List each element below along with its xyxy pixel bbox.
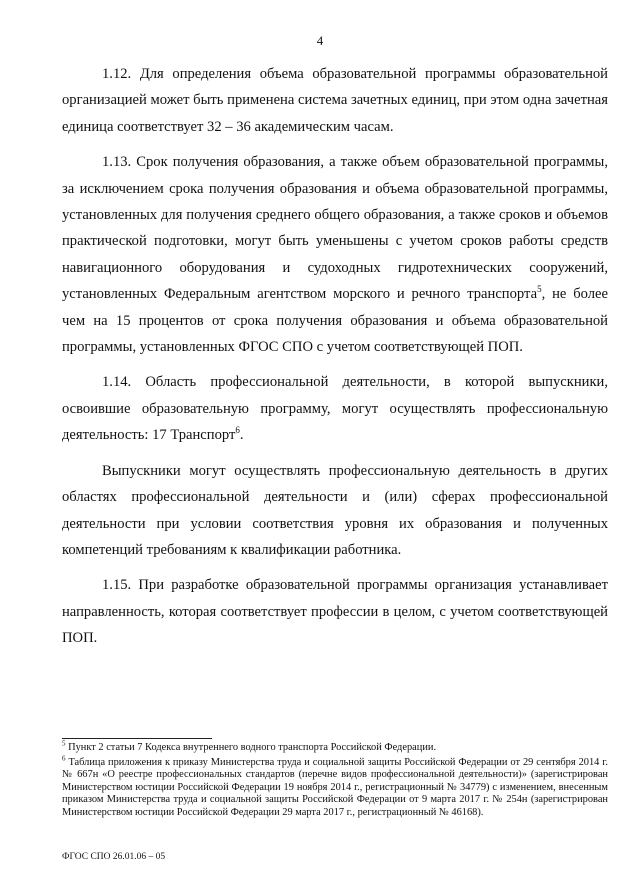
paragraph-1-13 [62, 149, 608, 360]
footnote-text: Таблица приложения к приказу Министерства труда и социальной защиты Российской Федерации от 29 сентября 2014 г. № 667н «О реестре профессиональных стандартов (перечне видов профессиональной деятельности)» (зарегистрирован Министерством юстиции Российской Федерации 19 ноября 2014 г., регистрационный № 34779) с изменением, внесенным приказом Министерства труда и социальной защиты Российской Федерации от 9 марта 2017 г. № 254н (зарегистрирован Министерством юстиции Российской Федерации 29 марта 2017 г., регистрационный № 46168). [62, 756, 608, 818]
footnote-ref-6[interactable]: 6 [235, 425, 240, 436]
body-text [62, 61, 608, 652]
footnote-ref-5[interactable]: 5 [537, 284, 542, 295]
footnote-6 [62, 754, 608, 820]
footnotes [62, 739, 608, 822]
paragraph-1-14 [62, 369, 608, 448]
paragraph-text: 1.14. Область профессиональной деятельности, в которой выпускники, освоившие образовательную программу, могут осуществлять профессиональную деятельность: 17 Транспорт [62, 374, 608, 444]
paragraph-text: Выпускники могут осуществлять профессиональную деятельность в других областях профессиональной деятельности и (или) сферах профессиональной деятельности при условии соответствия уровня их образования и полученных компетенций требованиям к квалификации работника. [62, 462, 608, 558]
paragraph-text-continued: , не более чем на 15 процентов от срока получения образования и объема образовательной программы, установленных ФГОС СПО с учетом соответствующей ПОП. [62, 286, 609, 356]
paragraph-text: 1.13. Срок получения образования, а также объем образовательной программы, за исключением срока получения образования и объема образовательной программы, установленных для получения среднего общего образования, а также сроков и объемов практической подготовки, могут быть уменьшены с учетом сроков работы средств навигационного оборудования и судоходных гидротехнических сооружений, установленных Федеральным агентством морского и речного транспорта [62, 154, 608, 303]
paragraph-1-12 [62, 61, 608, 140]
footnote-mark: 5 [62, 739, 66, 748]
footnote-text: Пункт 2 статьи 7 Кодекса внутреннего водного транспорта Российской Федерации. [65, 742, 437, 753]
paragraph-graduates [62, 458, 608, 564]
document-code-footer: ФГОС СПО 26.01.06 – 05 [62, 852, 166, 862]
footnote-mark: 6 [62, 754, 66, 763]
paragraph-1-15 [62, 572, 608, 651]
page-number: 4 [316, 33, 324, 48]
footnote-divider [62, 738, 212, 739]
paragraph-text: 1.15. При разработке образовательной программы организация устанавливает направленность, которая соответствует профессии в целом, с учетом соответствующей ПОП. [62, 577, 608, 647]
footnote-5 [62, 739, 608, 755]
paragraph-text: 1.12. Для определения объема образовательной программы образовательной организацией может быть применена система зачетных единиц, при этом одна зачетная единица соответствует 32 – 36 академическим часам. [62, 66, 608, 135]
paragraph-text-continued: . [239, 427, 244, 444]
